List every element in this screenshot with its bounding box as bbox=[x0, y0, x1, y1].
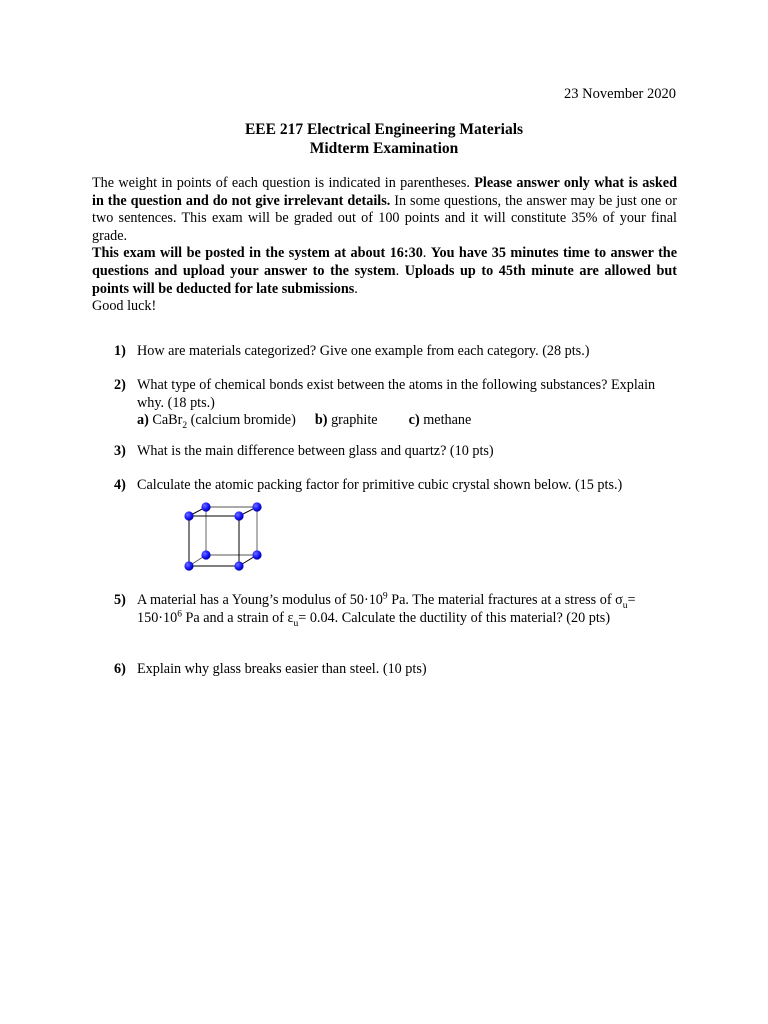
option-a-formula: CaBr bbox=[148, 412, 183, 429]
substance-options bbox=[137, 412, 682, 430]
punctuation: . bbox=[354, 280, 358, 297]
back-face bbox=[206, 507, 257, 555]
exam-date: 23 November 2020 bbox=[564, 86, 676, 102]
question-text-part: Pa. The material fractures at a stress of bbox=[387, 592, 616, 608]
epsilon-symbol: ε bbox=[287, 609, 294, 626]
question-number: 2) bbox=[114, 377, 126, 393]
question-text-part: A material has a Young’s modulus of 50·10 bbox=[137, 592, 383, 608]
punctuation: . bbox=[422, 245, 431, 262]
cube-edges bbox=[189, 507, 257, 566]
question-text: Calculate the atomic packing factor for primitive cubic crystal shown below. (15 pts.) bbox=[137, 477, 623, 493]
question-text-part: = 0.04. Calculate the ductility of this material? (20 pts) bbox=[298, 609, 611, 626]
option-a-name: (calcium bromide) bbox=[187, 412, 296, 429]
option-c-label: c) bbox=[408, 412, 420, 429]
sigma-symbol: σ bbox=[615, 592, 623, 608]
atom bbox=[201, 502, 210, 511]
question-number: 6) bbox=[114, 661, 126, 677]
instructions bbox=[92, 175, 677, 316]
question-text-part: Pa and a strain of bbox=[181, 609, 288, 626]
option-c-text: methane bbox=[419, 412, 472, 429]
atom bbox=[234, 511, 243, 520]
atom bbox=[234, 561, 243, 570]
question-text bbox=[137, 592, 682, 627]
good-luck-text: Good luck! bbox=[92, 298, 157, 315]
punctuation: . bbox=[395, 262, 405, 279]
question-number: 1) bbox=[114, 343, 126, 359]
instructions-text: In some questions, the answer may be just one or two sentences. This exam will be graded out of 100 points and it will constitute 35% of your final grade. bbox=[92, 192, 677, 244]
exponent: 9 bbox=[382, 591, 388, 602]
option-a-subscript: 2 bbox=[182, 421, 188, 432]
question-text: What is the main difference between glass and quartz? (10 pts) bbox=[137, 443, 494, 459]
cubic-crystal-figure bbox=[180, 497, 290, 577]
atom bbox=[201, 550, 210, 559]
question-text-part: = 150·10 bbox=[137, 592, 636, 626]
question-number: 4) bbox=[114, 477, 126, 493]
question-text: How are materials categorized? Give one example from each category. (28 pts.) bbox=[137, 343, 590, 359]
question-text: What type of chemical bonds exist between the atoms in the following substances? Explain why. (18 pts.) bbox=[137, 377, 656, 411]
instructions-text: The weight in points of each question is indicated in parentheses. bbox=[92, 175, 475, 191]
exponent: 6 bbox=[177, 608, 182, 619]
instructions-paragraph-2 bbox=[92, 245, 677, 298]
time-limit-note: You have 35 minutes time to answer the questions and upload your answer to the system bbox=[92, 245, 677, 279]
question-text: Explain why glass breaks easier than steel. (10 pts) bbox=[137, 661, 427, 677]
question-number: 3) bbox=[114, 443, 126, 459]
atom bbox=[184, 511, 193, 520]
front-face bbox=[189, 516, 239, 566]
option-a-label: a) bbox=[137, 412, 149, 429]
question-number: 5) bbox=[114, 592, 126, 608]
subscript: u bbox=[622, 600, 628, 611]
option-b-text: graphite bbox=[327, 412, 378, 429]
course-title: EEE 217 Electrical Engineering Materials bbox=[244, 121, 524, 138]
late-submission-note: Uploads up to 45th minute are allowed but points will be deducted for late submissions bbox=[92, 262, 677, 297]
instructions-paragraph-1 bbox=[92, 175, 677, 245]
question-body bbox=[137, 377, 682, 430]
instructions-emphasis: Please answer only what is asked in the question and do not give irrelevant details. bbox=[92, 175, 677, 209]
exam-title: Midterm Examination bbox=[309, 140, 459, 157]
subscript: u bbox=[293, 618, 299, 629]
posting-time-note: This exam will be posted in the system at about 16:30 bbox=[92, 245, 423, 262]
atom bbox=[252, 550, 261, 559]
atom bbox=[252, 502, 261, 511]
option-b-label: b) bbox=[314, 412, 328, 429]
atom bbox=[184, 561, 193, 570]
